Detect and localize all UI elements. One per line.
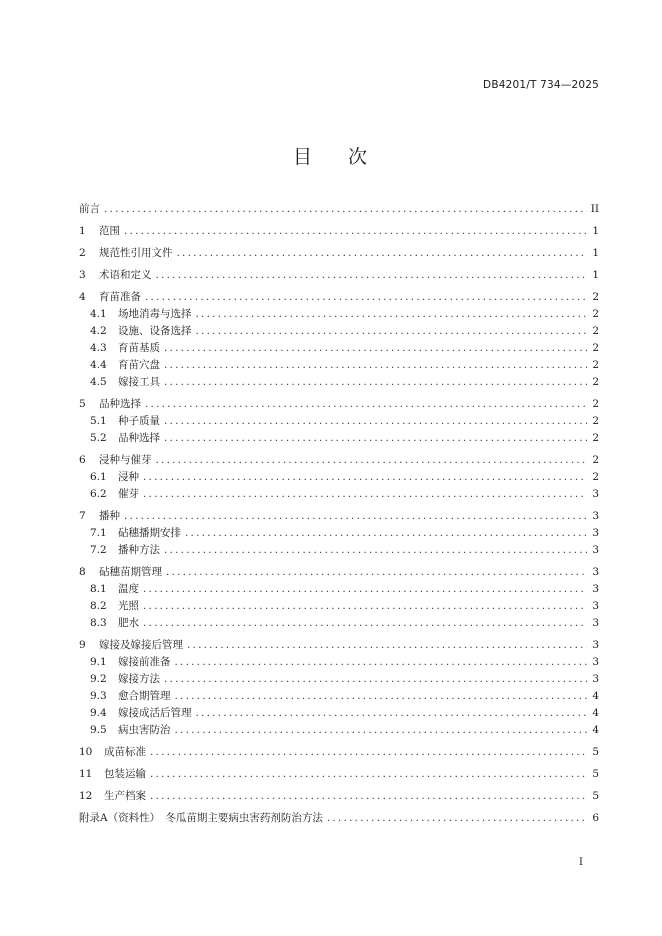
toc-entry-number: 4.4 — [90, 359, 107, 371]
toc-entry-label: 场地消毒与选择 — [118, 308, 192, 320]
toc-entry-page: 2 — [592, 325, 599, 337]
toc-entry-page: 1 — [592, 269, 599, 281]
toc-entry-page: 2 — [592, 432, 599, 444]
toc-leader-dots — [156, 452, 588, 469]
toc-entry[interactable] — [79, 508, 599, 525]
toc-entry-page: 3 — [592, 566, 599, 578]
toc-entry-label: 生产档案 — [104, 790, 146, 802]
toc-entry-page: 2 — [592, 376, 599, 388]
toc-entry-number: 8 — [79, 566, 86, 578]
toc-subentry[interactable] — [79, 525, 599, 542]
toc-entry-number: 2 — [79, 247, 86, 259]
toc-entry-page: 2 — [592, 359, 599, 371]
toc-entry[interactable] — [79, 452, 599, 469]
toc-entry-page: 5 — [592, 768, 599, 780]
toc-entry-number: 9.1 — [90, 656, 107, 668]
toc-entry-number: 4.1 — [90, 308, 107, 320]
toc-entry-number: 9.3 — [90, 690, 107, 702]
toc-entry-page: 3 — [592, 527, 599, 539]
toc-entry-label: 规范性引用文件 — [99, 247, 173, 259]
toc-entry-label: 包装运输 — [104, 768, 146, 780]
toc-entry-number: 9.4 — [90, 707, 107, 719]
toc-entry-label: 播种方法 — [118, 544, 160, 556]
toc-entry-page: 2 — [592, 471, 599, 483]
toc-leader-dots — [143, 581, 587, 598]
toc-entry-page: 3 — [592, 600, 599, 612]
toc-subentry[interactable] — [79, 430, 599, 447]
toc-leader-dots — [150, 788, 587, 805]
toc-entry-number: 4 — [79, 291, 86, 303]
toc-entry[interactable] — [79, 289, 599, 306]
toc-entry-number: 3 — [79, 269, 86, 281]
toc-subentry[interactable] — [79, 581, 599, 598]
toc-entry-number: 6 — [79, 454, 86, 466]
toc-entry-number: 9.2 — [90, 673, 107, 685]
toc-entry-number: 11 — [79, 768, 93, 780]
toc-entry-number: 7 — [79, 510, 86, 522]
toc-entry-label: 温度 — [118, 583, 139, 595]
toc-entry-label: 术语和定义 — [99, 269, 152, 281]
standard-code: DB4201/T 734—2025 — [483, 79, 599, 91]
toc-entry[interactable] — [79, 637, 599, 654]
toc-entry-page: 2 — [592, 454, 599, 466]
toc-entry-number: 9.5 — [90, 724, 107, 736]
toc-subentry[interactable] — [79, 469, 599, 486]
toc-entry-label: 品种选择 — [99, 398, 141, 410]
toc-entry-label: 肥水 — [118, 617, 139, 629]
toc-leader-dots — [145, 396, 587, 413]
page-number: I — [579, 857, 583, 868]
toc-entry-label: 嫁接及嫁接后管理 — [99, 639, 183, 651]
toc-entry-page: 1 — [592, 247, 599, 259]
toc-leader-dots — [166, 564, 587, 581]
toc-leader-dots — [327, 810, 587, 827]
toc-title-char-2: 次 — [348, 146, 370, 168]
toc-entry-label: 设施、设备选择 — [118, 325, 192, 337]
toc-leader-dots — [124, 508, 587, 525]
toc-leader-dots — [164, 671, 587, 688]
toc-subentry[interactable] — [79, 340, 599, 357]
toc-leader-dots — [156, 267, 588, 284]
toc-leader-dots — [164, 340, 587, 357]
toc-entry-number: 7.1 — [90, 527, 107, 539]
toc-entry-page: 2 — [592, 415, 599, 427]
toc-entry-label: 砧穗播期安排 — [118, 527, 181, 539]
toc-leader-dots — [175, 722, 588, 739]
toc-subentry[interactable] — [79, 323, 599, 340]
toc-entry-number: 4.2 — [90, 325, 107, 337]
toc-leader-dots — [177, 245, 588, 262]
toc-entry-label: 种子质量 — [118, 415, 160, 427]
toc-leader-dots — [145, 289, 587, 306]
toc-leader-dots — [196, 306, 588, 323]
toc-leader-dots — [143, 486, 587, 503]
toc-entry-label: 砧穗苗期管理 — [99, 566, 162, 578]
toc-entry-page: 6 — [592, 812, 599, 824]
toc-entry-label: 嫁接前准备 — [118, 656, 171, 668]
toc-subentry[interactable] — [79, 306, 599, 323]
toc-entry[interactable] — [79, 223, 599, 240]
toc-entry[interactable] — [79, 245, 599, 262]
toc-subentry[interactable] — [79, 542, 599, 559]
toc-entry-number: 6.2 — [90, 488, 107, 500]
toc-subentry[interactable] — [79, 654, 599, 671]
toc-leader-dots — [164, 430, 587, 447]
toc-entry-page: 3 — [592, 488, 599, 500]
toc-entry[interactable] — [79, 564, 599, 581]
toc-entry-label: 播种 — [99, 510, 120, 522]
toc-title — [0, 142, 662, 169]
toc-entry-label: 品种选择 — [118, 432, 160, 444]
toc-entry-number: 8.2 — [90, 600, 107, 612]
toc-subentry[interactable] — [79, 722, 599, 739]
toc-entry-label: 附录A（资料性） 冬瓜苗期主要病虫害药剂防治方法 — [79, 812, 323, 824]
toc-entry-page: 3 — [592, 639, 599, 651]
toc-entry-page: 3 — [592, 656, 599, 668]
toc-entry-label: 嫁接工具 — [118, 376, 160, 388]
toc-entry-number: 4.3 — [90, 342, 107, 354]
toc-entry-page: 2 — [592, 308, 599, 320]
toc-subentry[interactable] — [79, 598, 599, 615]
toc-entry-number: 5.2 — [90, 432, 107, 444]
toc-entry[interactable] — [79, 810, 599, 827]
toc-leader-dots — [185, 525, 587, 542]
toc-entry-page: 3 — [592, 544, 599, 556]
toc-leader-dots — [164, 413, 587, 430]
toc-subentry[interactable] — [79, 374, 599, 391]
toc-entry-label: 浸种与催芽 — [99, 454, 152, 466]
toc-entry-label: 前言 — [79, 203, 100, 215]
toc-leader-dots — [143, 469, 587, 486]
toc-subentry[interactable] — [79, 671, 599, 688]
toc-leader-dots — [164, 357, 587, 374]
toc-entry-number: 7.2 — [90, 544, 107, 556]
toc-entry-page: 2 — [592, 291, 599, 303]
toc-entry-number: 10 — [79, 746, 93, 758]
toc-entry[interactable] — [79, 267, 599, 284]
toc-entry-page: 3 — [592, 617, 599, 629]
toc-leader-dots — [104, 201, 587, 218]
toc-entry-label: 光照 — [118, 600, 139, 612]
toc-entry-label: 育苗准备 — [99, 291, 141, 303]
toc-entry-label: 嫁接成活后管理 — [118, 707, 192, 719]
toc-entry-number: 12 — [79, 790, 93, 802]
toc-entry-number: 4.5 — [90, 376, 107, 388]
toc-entry-page: 2 — [592, 342, 599, 354]
toc-entry-number: 9 — [79, 639, 86, 651]
toc-leader-dots — [150, 744, 587, 761]
toc-title-char-1: 目 — [292, 146, 314, 168]
toc-entry-label: 育苗基质 — [118, 342, 160, 354]
toc-entry-number: 8.1 — [90, 583, 107, 595]
toc-entry-page: 5 — [592, 790, 599, 802]
table-of-contents — [79, 201, 599, 827]
toc-entry[interactable] — [79, 744, 599, 761]
toc-leader-dots — [150, 766, 587, 783]
toc-entry-label: 催芽 — [118, 488, 139, 500]
toc-entry-page: 3 — [592, 583, 599, 595]
toc-entry-label: 愈合期管理 — [118, 690, 171, 702]
toc-entry-label: 育苗穴盘 — [118, 359, 160, 371]
toc-entry-page: 4 — [592, 707, 599, 719]
toc-entry-page: 2 — [592, 398, 599, 410]
toc-entry-label: 范围 — [99, 225, 120, 237]
toc-entry[interactable] — [79, 201, 599, 218]
toc-entry-label: 成苗标准 — [104, 746, 146, 758]
toc-entry[interactable] — [79, 766, 599, 783]
toc-subentry[interactable] — [79, 486, 599, 503]
toc-entry-number: 8.3 — [90, 617, 107, 629]
toc-leader-dots — [175, 688, 588, 705]
toc-leader-dots — [164, 374, 587, 391]
toc-subentry[interactable] — [79, 413, 599, 430]
toc-leader-dots — [143, 598, 587, 615]
toc-subentry[interactable] — [79, 357, 599, 374]
toc-leader-dots — [187, 637, 587, 654]
toc-entry-number: 1 — [79, 225, 86, 237]
toc-entry-label: 嫁接方法 — [118, 673, 160, 685]
toc-leader-dots — [124, 223, 587, 240]
toc-entry-number: 5.1 — [90, 415, 107, 427]
toc-subentry[interactable] — [79, 688, 599, 705]
toc-entry-page: 4 — [592, 690, 599, 702]
toc-leader-dots — [196, 705, 588, 722]
toc-entry-label: 病虫害防治 — [118, 724, 171, 736]
toc-leader-dots — [143, 615, 587, 632]
toc-entry-page: 1 — [592, 225, 599, 237]
toc-entry-page: 4 — [592, 724, 599, 736]
toc-entry-label: 浸种 — [118, 471, 139, 483]
toc-entry[interactable] — [79, 788, 599, 805]
toc-leader-dots — [196, 323, 588, 340]
toc-entry-page: 3 — [592, 673, 599, 685]
toc-entry-number: 6.1 — [90, 471, 107, 483]
toc-entry-page: 3 — [592, 510, 599, 522]
toc-subentry[interactable] — [79, 615, 599, 632]
toc-subentry[interactable] — [79, 705, 599, 722]
toc-entry-number: 5 — [79, 398, 86, 410]
toc-leader-dots — [175, 654, 588, 671]
toc-leader-dots — [164, 542, 587, 559]
toc-entry-page: 5 — [592, 746, 599, 758]
toc-entry-page: II — [590, 203, 599, 215]
toc-entry[interactable] — [79, 396, 599, 413]
